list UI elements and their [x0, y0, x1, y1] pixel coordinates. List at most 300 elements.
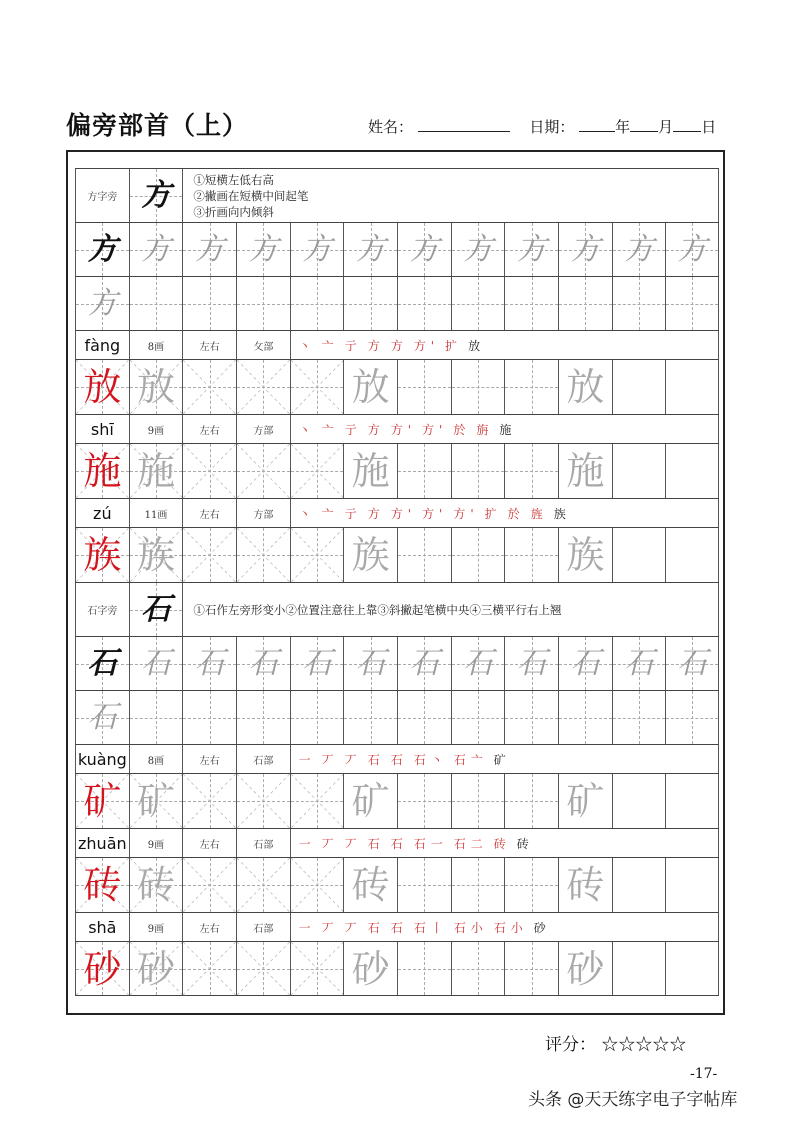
writing-cell[interactable]: [558, 528, 612, 582]
stroke-step: 矿: [493, 752, 511, 767]
stroke-step: 方: [390, 338, 408, 353]
structure-cell: [182, 745, 236, 773]
name-field[interactable]: [418, 117, 510, 132]
practice-cell[interactable]: [343, 691, 397, 744]
practice-cell[interactable]: [665, 637, 719, 690]
practice-cell[interactable]: [236, 691, 290, 744]
writing-cell[interactable]: [182, 858, 236, 912]
writing-cell[interactable]: [612, 942, 666, 995]
writing-cell[interactable]: [612, 360, 666, 414]
name-date-bar: [368, 116, 716, 137]
character-info-row: [75, 498, 719, 527]
writing-cell[interactable]: [343, 444, 397, 498]
practice-cell[interactable]: [397, 277, 451, 330]
writing-cell[interactable]: [75, 360, 129, 414]
stroke-step: 方': [453, 506, 479, 521]
writing-cell[interactable]: [236, 774, 290, 828]
watermark: 头条 @天天练字电子字帖库: [528, 1090, 738, 1110]
pinyin-cell: [75, 331, 129, 359]
trace-glyph: 方: [516, 231, 547, 267]
writing-cell[interactable]: [558, 444, 612, 498]
practice-cell[interactable]: [504, 223, 558, 276]
pinyin-cell: [75, 499, 129, 527]
stroke-order-cell: [290, 499, 719, 527]
writing-cell[interactable]: [129, 444, 183, 498]
stroke-step: 丆: [321, 752, 339, 767]
writing-cell[interactable]: [75, 528, 129, 582]
writing-cell[interactable]: [612, 774, 666, 828]
practice-cell[interactable]: [397, 637, 451, 690]
stroke-step: 砖: [493, 836, 511, 851]
structure: 左右: [199, 923, 220, 935]
writing-cell[interactable]: [451, 774, 505, 828]
writing-cell[interactable]: [236, 444, 290, 498]
trace-glyph: 方: [87, 285, 118, 321]
radical-rules-cell: [182, 583, 719, 636]
trace-character: 族: [351, 533, 390, 577]
writing-cell[interactable]: [451, 360, 505, 414]
stroke-step: 石: [390, 752, 408, 767]
stroke-step: 扩: [484, 506, 502, 521]
stroke-step: 石亠: [453, 752, 488, 767]
structure-cell: [182, 499, 236, 527]
practice-cell[interactable]: [397, 223, 451, 276]
trace-glyph: 方: [301, 231, 332, 267]
trace-glyph: 石: [570, 645, 601, 681]
stroke-step: 亠: [321, 338, 339, 353]
practice-cell[interactable]: [75, 277, 129, 330]
radical-rules: [193, 172, 308, 220]
model-character: 矿: [83, 779, 122, 823]
stroke-step: 旌: [530, 506, 548, 521]
radical-label: 方部: [253, 509, 274, 521]
radical-label-cell: [236, 415, 290, 443]
practice-cell[interactable]: [558, 691, 612, 744]
stroke-step: 石小: [493, 920, 528, 935]
stroke-step: 丶: [298, 422, 316, 437]
trace-character: 砂: [566, 946, 605, 991]
stroke-step: 石: [367, 836, 385, 851]
structure: 左右: [199, 341, 220, 353]
practice-cell[interactable]: [129, 277, 183, 330]
stroke-count: 9画: [147, 839, 165, 851]
radical-model-cell: [129, 583, 183, 636]
practice-cell[interactable]: [612, 637, 666, 690]
writing-cell[interactable]: [343, 774, 397, 828]
pinyin: kuàng: [77, 749, 127, 769]
pinyin-cell: [75, 913, 129, 941]
stroke-step: 方': [390, 506, 417, 521]
stroke-step: 方': [422, 422, 448, 437]
practice-cell[interactable]: [665, 277, 719, 330]
stroke-step: 方: [367, 422, 385, 437]
stroke-count: 8画: [147, 755, 165, 767]
writing-cell[interactable]: [236, 360, 290, 414]
stroke-step: 亠: [321, 422, 339, 437]
model-character: 施: [83, 449, 122, 493]
writing-cell[interactable]: [182, 528, 236, 582]
stroke-step: 丆: [344, 752, 362, 767]
stroke-count: 9画: [147, 425, 165, 437]
stroke-count-cell: [129, 499, 183, 527]
stroke-step: 方': [422, 506, 448, 521]
trace-character: 放: [136, 365, 175, 409]
writing-cell[interactable]: [75, 858, 129, 912]
practice-cell[interactable]: [397, 691, 451, 744]
rule-line: ①石作左旁形变小②位置注意往上靠③斜撇起笔横中央④三横平行右上翘: [193, 602, 562, 617]
trace-character: 砖: [351, 863, 390, 907]
writing-cell[interactable]: [451, 858, 505, 912]
writing-cell[interactable]: [558, 360, 612, 414]
structure-cell: [182, 415, 236, 443]
radical-model-glyph: 方: [140, 177, 171, 213]
structure-cell: [182, 331, 236, 359]
writing-cell[interactable]: [397, 942, 451, 995]
stroke-step: 亍: [344, 422, 362, 437]
practice-cell[interactable]: [129, 223, 183, 276]
pinyin: zú: [93, 503, 112, 523]
practice-cell[interactable]: [75, 637, 129, 690]
writing-cell[interactable]: [290, 858, 344, 912]
stroke-count-cell: [129, 829, 183, 857]
day-field[interactable]: [673, 117, 701, 132]
practice-cell[interactable]: [182, 691, 236, 744]
stroke-count-cell: [129, 415, 183, 443]
writing-cell[interactable]: [665, 528, 719, 582]
radical-label-cell: [236, 499, 290, 527]
practice-cell[interactable]: [612, 277, 666, 330]
trace-glyph: 石: [355, 645, 386, 681]
stroke-step: 石丨: [413, 920, 448, 935]
practice-cell[interactable]: [451, 223, 505, 276]
trace-glyph: 石: [248, 645, 279, 681]
trace-character: 族: [136, 533, 175, 577]
trace-glyph: 方: [248, 231, 279, 267]
practice-cell[interactable]: [504, 637, 558, 690]
structure-cell: [182, 913, 236, 941]
trace-glyph: 石: [194, 645, 225, 681]
writing-cell[interactable]: [290, 528, 344, 582]
writing-cell[interactable]: [451, 942, 505, 995]
radical-model-cell: [129, 169, 183, 222]
practice-cell[interactable]: [290, 277, 344, 330]
radical-practice-row: [75, 690, 719, 744]
stroke-step: 扩: [445, 338, 463, 353]
character-info-row: [75, 414, 719, 443]
radical-label-cell: [236, 745, 290, 773]
practice-cell[interactable]: [129, 637, 183, 690]
writing-cell[interactable]: [129, 528, 183, 582]
writing-cell[interactable]: [504, 858, 558, 912]
star-rating[interactable]: ☆☆☆☆☆: [601, 1035, 687, 1055]
writing-cell[interactable]: [451, 444, 505, 498]
month-field[interactable]: [630, 117, 658, 132]
pinyin-cell: [75, 415, 129, 443]
trace-character: 族: [566, 533, 605, 577]
stroke-order-cell: [290, 331, 719, 359]
stroke-count: 8画: [147, 341, 165, 353]
practice-cell[interactable]: [236, 223, 290, 276]
practice-cell[interactable]: [558, 637, 612, 690]
practice-cell[interactable]: [558, 223, 612, 276]
pinyin: zhuān: [78, 833, 127, 853]
writing-cell[interactable]: [504, 774, 558, 828]
practice-cell[interactable]: [343, 223, 397, 276]
character-practice-row: [75, 527, 719, 582]
model-character: 砂: [83, 946, 122, 991]
stroke-count-cell: [129, 331, 183, 359]
trace-character: 矿: [566, 779, 605, 823]
trace-glyph: 方: [623, 231, 654, 267]
trace-character: 施: [351, 449, 390, 493]
character-practice-row: [75, 773, 719, 828]
practice-cell[interactable]: [504, 691, 558, 744]
writing-cell[interactable]: [129, 360, 183, 414]
stroke-step: 石: [367, 752, 385, 767]
character-info-row: [75, 330, 719, 359]
writing-cell[interactable]: [665, 858, 719, 912]
writing-cell[interactable]: [182, 942, 236, 995]
writing-cell[interactable]: [397, 360, 451, 414]
practice-cell[interactable]: [343, 277, 397, 330]
stroke-step: 石: [390, 836, 408, 851]
writing-cell[interactable]: [343, 858, 397, 912]
writing-cell[interactable]: [290, 360, 344, 414]
practice-cell[interactable]: [290, 223, 344, 276]
stroke-count: 11画: [144, 509, 168, 521]
radical-name: 石字旁: [87, 606, 118, 617]
stroke-step: 於: [453, 422, 471, 437]
trace-glyph: 方: [87, 231, 118, 267]
writing-cell[interactable]: [504, 528, 558, 582]
radical-label-cell: [236, 331, 290, 359]
pinyin: shā: [88, 917, 117, 937]
name-label: 姓名：: [368, 118, 414, 136]
writing-cell[interactable]: [182, 774, 236, 828]
character-practice-row: [75, 443, 719, 498]
writing-cell[interactable]: [612, 444, 666, 498]
writing-cell[interactable]: [182, 360, 236, 414]
practice-cell[interactable]: [182, 637, 236, 690]
radical-name: 方字旁: [87, 192, 118, 203]
writing-cell[interactable]: [397, 858, 451, 912]
score-label: 评分：: [545, 1035, 596, 1055]
stroke-step: 丆: [321, 920, 339, 935]
trace-character: 施: [566, 449, 605, 493]
radical-label-cell: [236, 913, 290, 941]
writing-cell[interactable]: [558, 858, 612, 912]
practice-cell[interactable]: [182, 223, 236, 276]
stroke-step: 方: [367, 338, 385, 353]
writing-cell[interactable]: [612, 528, 666, 582]
stroke-step: 方': [390, 422, 417, 437]
stroke-step: 一: [298, 752, 316, 767]
radical-label: 石部: [253, 839, 274, 851]
stroke-order-cell: [290, 829, 719, 857]
practice-cell[interactable]: [665, 223, 719, 276]
writing-cell[interactable]: [182, 444, 236, 498]
trace-character: 放: [351, 365, 390, 409]
writing-cell[interactable]: [129, 858, 183, 912]
pinyin-cell: [75, 745, 129, 773]
radical-label: 石部: [253, 923, 274, 935]
writing-cell[interactable]: [665, 360, 719, 414]
stroke-step: 石一: [413, 836, 448, 851]
writing-cell[interactable]: [665, 774, 719, 828]
stroke-step: 一: [298, 920, 316, 935]
stroke-step: 石: [390, 920, 408, 935]
trace-glyph: 石: [87, 645, 118, 681]
writing-cell[interactable]: [290, 444, 344, 498]
stroke-step: 亠: [321, 506, 339, 521]
writing-cell[interactable]: [290, 774, 344, 828]
stroke-step: 於: [507, 506, 525, 521]
trace-glyph: 石: [87, 699, 118, 735]
trace-glyph: 方: [194, 231, 225, 267]
character-info-row: [75, 744, 719, 773]
writing-cell[interactable]: [612, 858, 666, 912]
trace-glyph: 方: [355, 231, 386, 267]
year-label: 年: [615, 118, 631, 136]
trace-glyph: 石: [462, 645, 493, 681]
practice-cell[interactable]: [75, 223, 129, 276]
writing-cell[interactable]: [236, 942, 290, 995]
pinyin: fàng: [84, 335, 121, 355]
practice-cell[interactable]: [236, 637, 290, 690]
model-character: 族: [83, 533, 122, 577]
practice-cell[interactable]: [451, 637, 505, 690]
writing-cell[interactable]: [451, 528, 505, 582]
page-title: 偏旁部首（上）: [66, 111, 249, 140]
practice-cell[interactable]: [612, 691, 666, 744]
stroke-count-cell: [129, 913, 183, 941]
radical-practice-row: [75, 222, 719, 276]
practice-cell[interactable]: [558, 277, 612, 330]
trace-glyph: 石: [140, 645, 171, 681]
stroke-step: 丆: [344, 836, 362, 851]
stroke-step: 亍: [344, 506, 362, 521]
radical-label: 石部: [253, 755, 274, 767]
writing-cell[interactable]: [75, 942, 129, 995]
writing-cell[interactable]: [665, 444, 719, 498]
writing-cell[interactable]: [504, 942, 558, 995]
practice-cell[interactable]: [236, 277, 290, 330]
practice-cell[interactable]: [451, 691, 505, 744]
structure-cell: [182, 829, 236, 857]
writing-cell[interactable]: [397, 444, 451, 498]
practice-cell[interactable]: [504, 277, 558, 330]
practice-cell[interactable]: [665, 691, 719, 744]
trace-character: 放: [566, 365, 605, 409]
stroke-step: 丶: [298, 506, 316, 521]
writing-cell[interactable]: [129, 774, 183, 828]
trace-glyph: 石: [516, 645, 547, 681]
writing-cell[interactable]: [236, 528, 290, 582]
trace-glyph: 石: [623, 645, 654, 681]
structure: 左右: [199, 425, 220, 437]
stroke-step: 方: [367, 506, 385, 521]
rule-line: ③折画向内倾斜: [193, 204, 274, 219]
writing-cell[interactable]: [290, 942, 344, 995]
stroke-step: 石丶: [413, 752, 448, 767]
score-area: [545, 1030, 686, 1055]
writing-cell[interactable]: [129, 942, 183, 995]
stroke-step: 石小: [453, 920, 488, 935]
writing-cell[interactable]: [397, 774, 451, 828]
trace-glyph: 方: [677, 231, 708, 267]
radical-name-cell: [75, 169, 129, 222]
radical-header-row: [75, 582, 719, 636]
character-practice-row: [75, 359, 719, 414]
stroke-step: 方': [413, 338, 440, 353]
stroke-order-cell: [290, 913, 719, 941]
writing-cell[interactable]: [397, 528, 451, 582]
trace-character: 砖: [566, 863, 605, 907]
character-info-row: [75, 912, 719, 941]
year-field[interactable]: [579, 117, 615, 132]
stroke-order-cell: [290, 415, 719, 443]
stroke-step: 丶: [298, 338, 316, 353]
practice-cell[interactable]: [451, 277, 505, 330]
stroke-step: 一: [298, 836, 316, 851]
stroke-step: 亍: [344, 338, 362, 353]
writing-cell[interactable]: [75, 774, 129, 828]
date-label: 日期：: [529, 118, 575, 136]
writing-cell[interactable]: [343, 942, 397, 995]
trace-glyph: 石: [677, 645, 708, 681]
structure: 左右: [199, 755, 220, 767]
stroke-count: 9画: [147, 923, 165, 935]
trace-glyph: 方: [409, 231, 440, 267]
trace-character: 砂: [136, 946, 175, 991]
practice-cell[interactable]: [290, 691, 344, 744]
stroke-step: 丆: [344, 920, 362, 935]
radical-header-row: [75, 168, 719, 222]
writing-cell[interactable]: [343, 528, 397, 582]
rule-line: ①短横左低右高: [193, 172, 274, 187]
page-number: -17-: [690, 1066, 718, 1082]
writing-cell[interactable]: [504, 444, 558, 498]
stroke-step: 放: [468, 338, 486, 353]
trace-glyph: 方: [140, 231, 171, 267]
trace-character: 砂: [351, 946, 390, 991]
radical-label: 方部: [253, 425, 274, 437]
practice-cell[interactable]: [75, 691, 129, 744]
radical-practice-row: [75, 636, 719, 690]
stroke-count-cell: [129, 745, 183, 773]
writing-cell[interactable]: [558, 942, 612, 995]
writing-cell[interactable]: [558, 774, 612, 828]
writing-cell[interactable]: [75, 444, 129, 498]
day-label: 日: [701, 118, 717, 136]
writing-cell[interactable]: [343, 360, 397, 414]
practice-cell[interactable]: [612, 223, 666, 276]
radical-model-glyph: 石: [140, 591, 171, 627]
writing-cell[interactable]: [236, 858, 290, 912]
radical-practice-row: [75, 276, 719, 330]
practice-cell[interactable]: [129, 691, 183, 744]
pinyin-cell: [75, 829, 129, 857]
practice-cell[interactable]: [290, 637, 344, 690]
trace-character: 矿: [351, 779, 390, 823]
writing-cell[interactable]: [504, 360, 558, 414]
practice-cell[interactable]: [182, 277, 236, 330]
radical-label-cell: [236, 829, 290, 857]
radical-rules-cell: [182, 169, 719, 222]
practice-cell[interactable]: [343, 637, 397, 690]
stroke-step: 族: [553, 506, 571, 521]
writing-cell[interactable]: [665, 942, 719, 995]
